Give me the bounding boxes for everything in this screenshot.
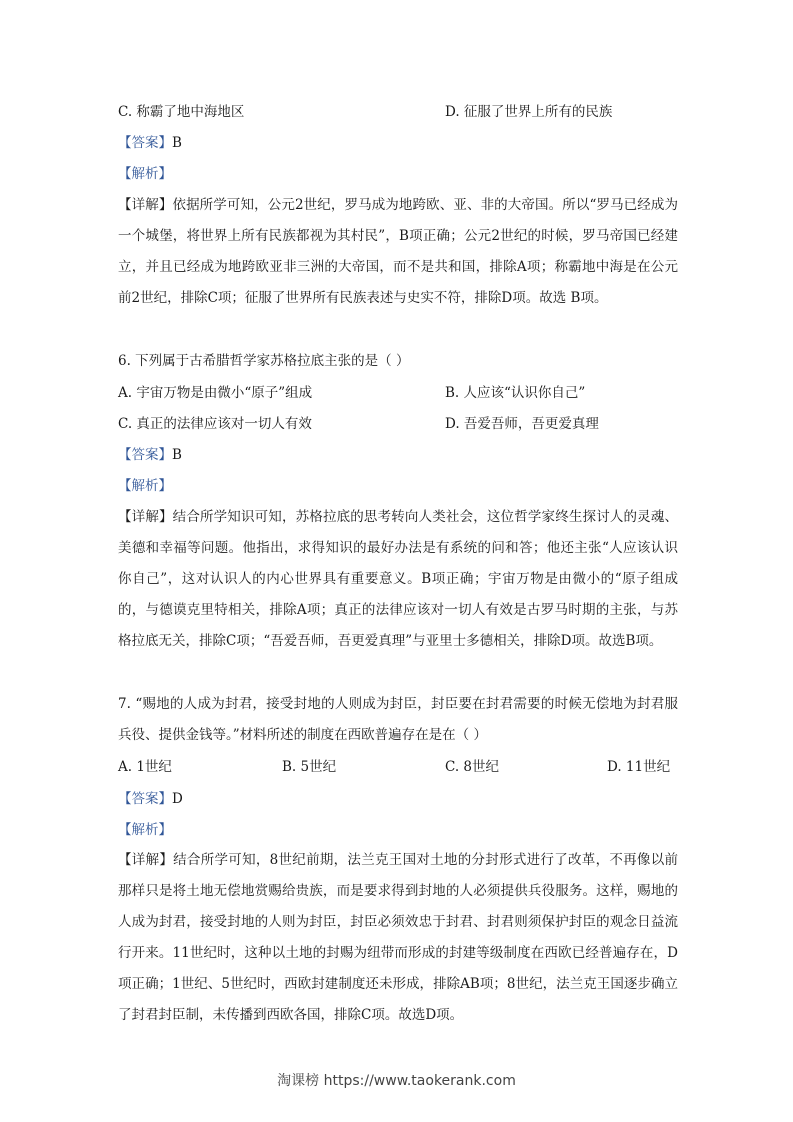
detail-label: 【详解】 [118, 197, 173, 213]
q5-detail [118, 190, 678, 314]
q5-answer [118, 133, 182, 153]
q6-stem: 6. 下列属于古希腊哲学家苏格拉底主张的是（ ） [118, 353, 410, 369]
q5-option-d: D. 征服了世界上所有的民族 [445, 104, 613, 120]
q6-option-c: C. 真正的法律应该对一切人有效 [118, 416, 312, 432]
q5-option-c: C. 称霸了地中海地区 [118, 104, 245, 120]
q5-analysis-label [118, 164, 172, 184]
q7-option-b: B. 5世纪 [282, 759, 337, 775]
answer-label: 【答案】 [118, 447, 172, 463]
answer-label: 【答案】 [118, 135, 172, 151]
detail-text: 依据所学可知，公元2世纪，罗马成为地跨欧、亚、非的大帝国。所以“罗马已经成为一个城堡，将世界上所有民族都视为其村民”，B项正确；公元2世纪的时候，罗马帝国已经建立，并且已经成为地跨欧亚非三洲的大帝国，而不是共和国，排除A项；称霸地中海是在公元前2世纪，排除C项；征服了世界所有民族表述与史实不符，排除D项。故选 B项。 [118, 197, 679, 306]
detail-text: 结合所学可知，8世纪前期，法兰克王国对土地的分封形式进行了改革，不再像以前那样只是将土地无偿地赏赐给贵族，而是要求得到封地的人必须提供兵役服务。这样，赐地的人成为封君，接受封地的人则为封臣，封臣必须效忠于封君、封君则须保护封臣的观念日益流行开来。11世纪时，这种以土地的封赐为纽带而形成的封建等级制度在西欧已经普遍存在，D项正确；1世纪、5世纪时，西欧封建制度还未形成，排除AB项；8世纪，法兰克王国逐步确立了封君封臣制，未传播到西欧各国，排除C项。故选D项。 [118, 852, 678, 1023]
q6-option-b: B. 人应该“认识你自己” [445, 385, 586, 401]
answer-value: B [172, 135, 182, 151]
analysis-label: 【解析】 [118, 478, 172, 494]
q6-option-d: D. 吾爱吾师，吾更爱真理 [445, 416, 599, 432]
q7-option-a: A. 1世纪 [118, 759, 172, 775]
answer-value: D [172, 791, 183, 807]
q7-detail [118, 845, 678, 1031]
analysis-label: 【解析】 [118, 822, 172, 838]
q7-option-c: C. 8世纪 [445, 759, 500, 775]
detail-label: 【详解】 [118, 852, 174, 868]
analysis-label: 【解析】 [118, 166, 172, 182]
q6-option-a: A. 宇宙万物是由微小“原子”组成 [118, 385, 313, 401]
q6-answer [118, 445, 182, 465]
q7-analysis-label [118, 820, 172, 840]
q7-option-d: D. 11世纪 [607, 759, 671, 775]
footer-watermark: 淘课榜 https://www.taokerank.com [277, 1073, 516, 1089]
q7-stem: 7. “赐地的人成为封君，接受封地的人则成为封臣，封臣要在封君需要的时候无偿地为封君服兵役、提供金钱等。”材料所述的制度在西欧普遍存在是在（ ） [118, 696, 678, 743]
q6-detail [118, 502, 678, 657]
q7-answer [118, 789, 183, 809]
answer-label: 【答案】 [118, 791, 172, 807]
answer-value: B [172, 447, 182, 463]
q6-analysis-label [118, 476, 172, 496]
detail-label: 【详解】 [118, 509, 173, 525]
detail-text: 结合所学知识可知，苏格拉底的思考转向人类社会，这位哲学家终生探讨人的灵魂、美德和幸福等问题。他指出，求得知识的最好办法是有系统的问和答；他还主张“人应该认识你自己”，这对认识人的内心世界具有重要意义。B项正确；宇宙万物是由微小的“原子组成的，与德谟克里特相关，排除A项；真正的法律应该对一切人有效是古罗马时期的主张，与苏格拉底无关，排除C项；“吾爱吾师，吾更爱真理”与亚里士多德相关，排除D项。故选B项。 [118, 509, 679, 649]
